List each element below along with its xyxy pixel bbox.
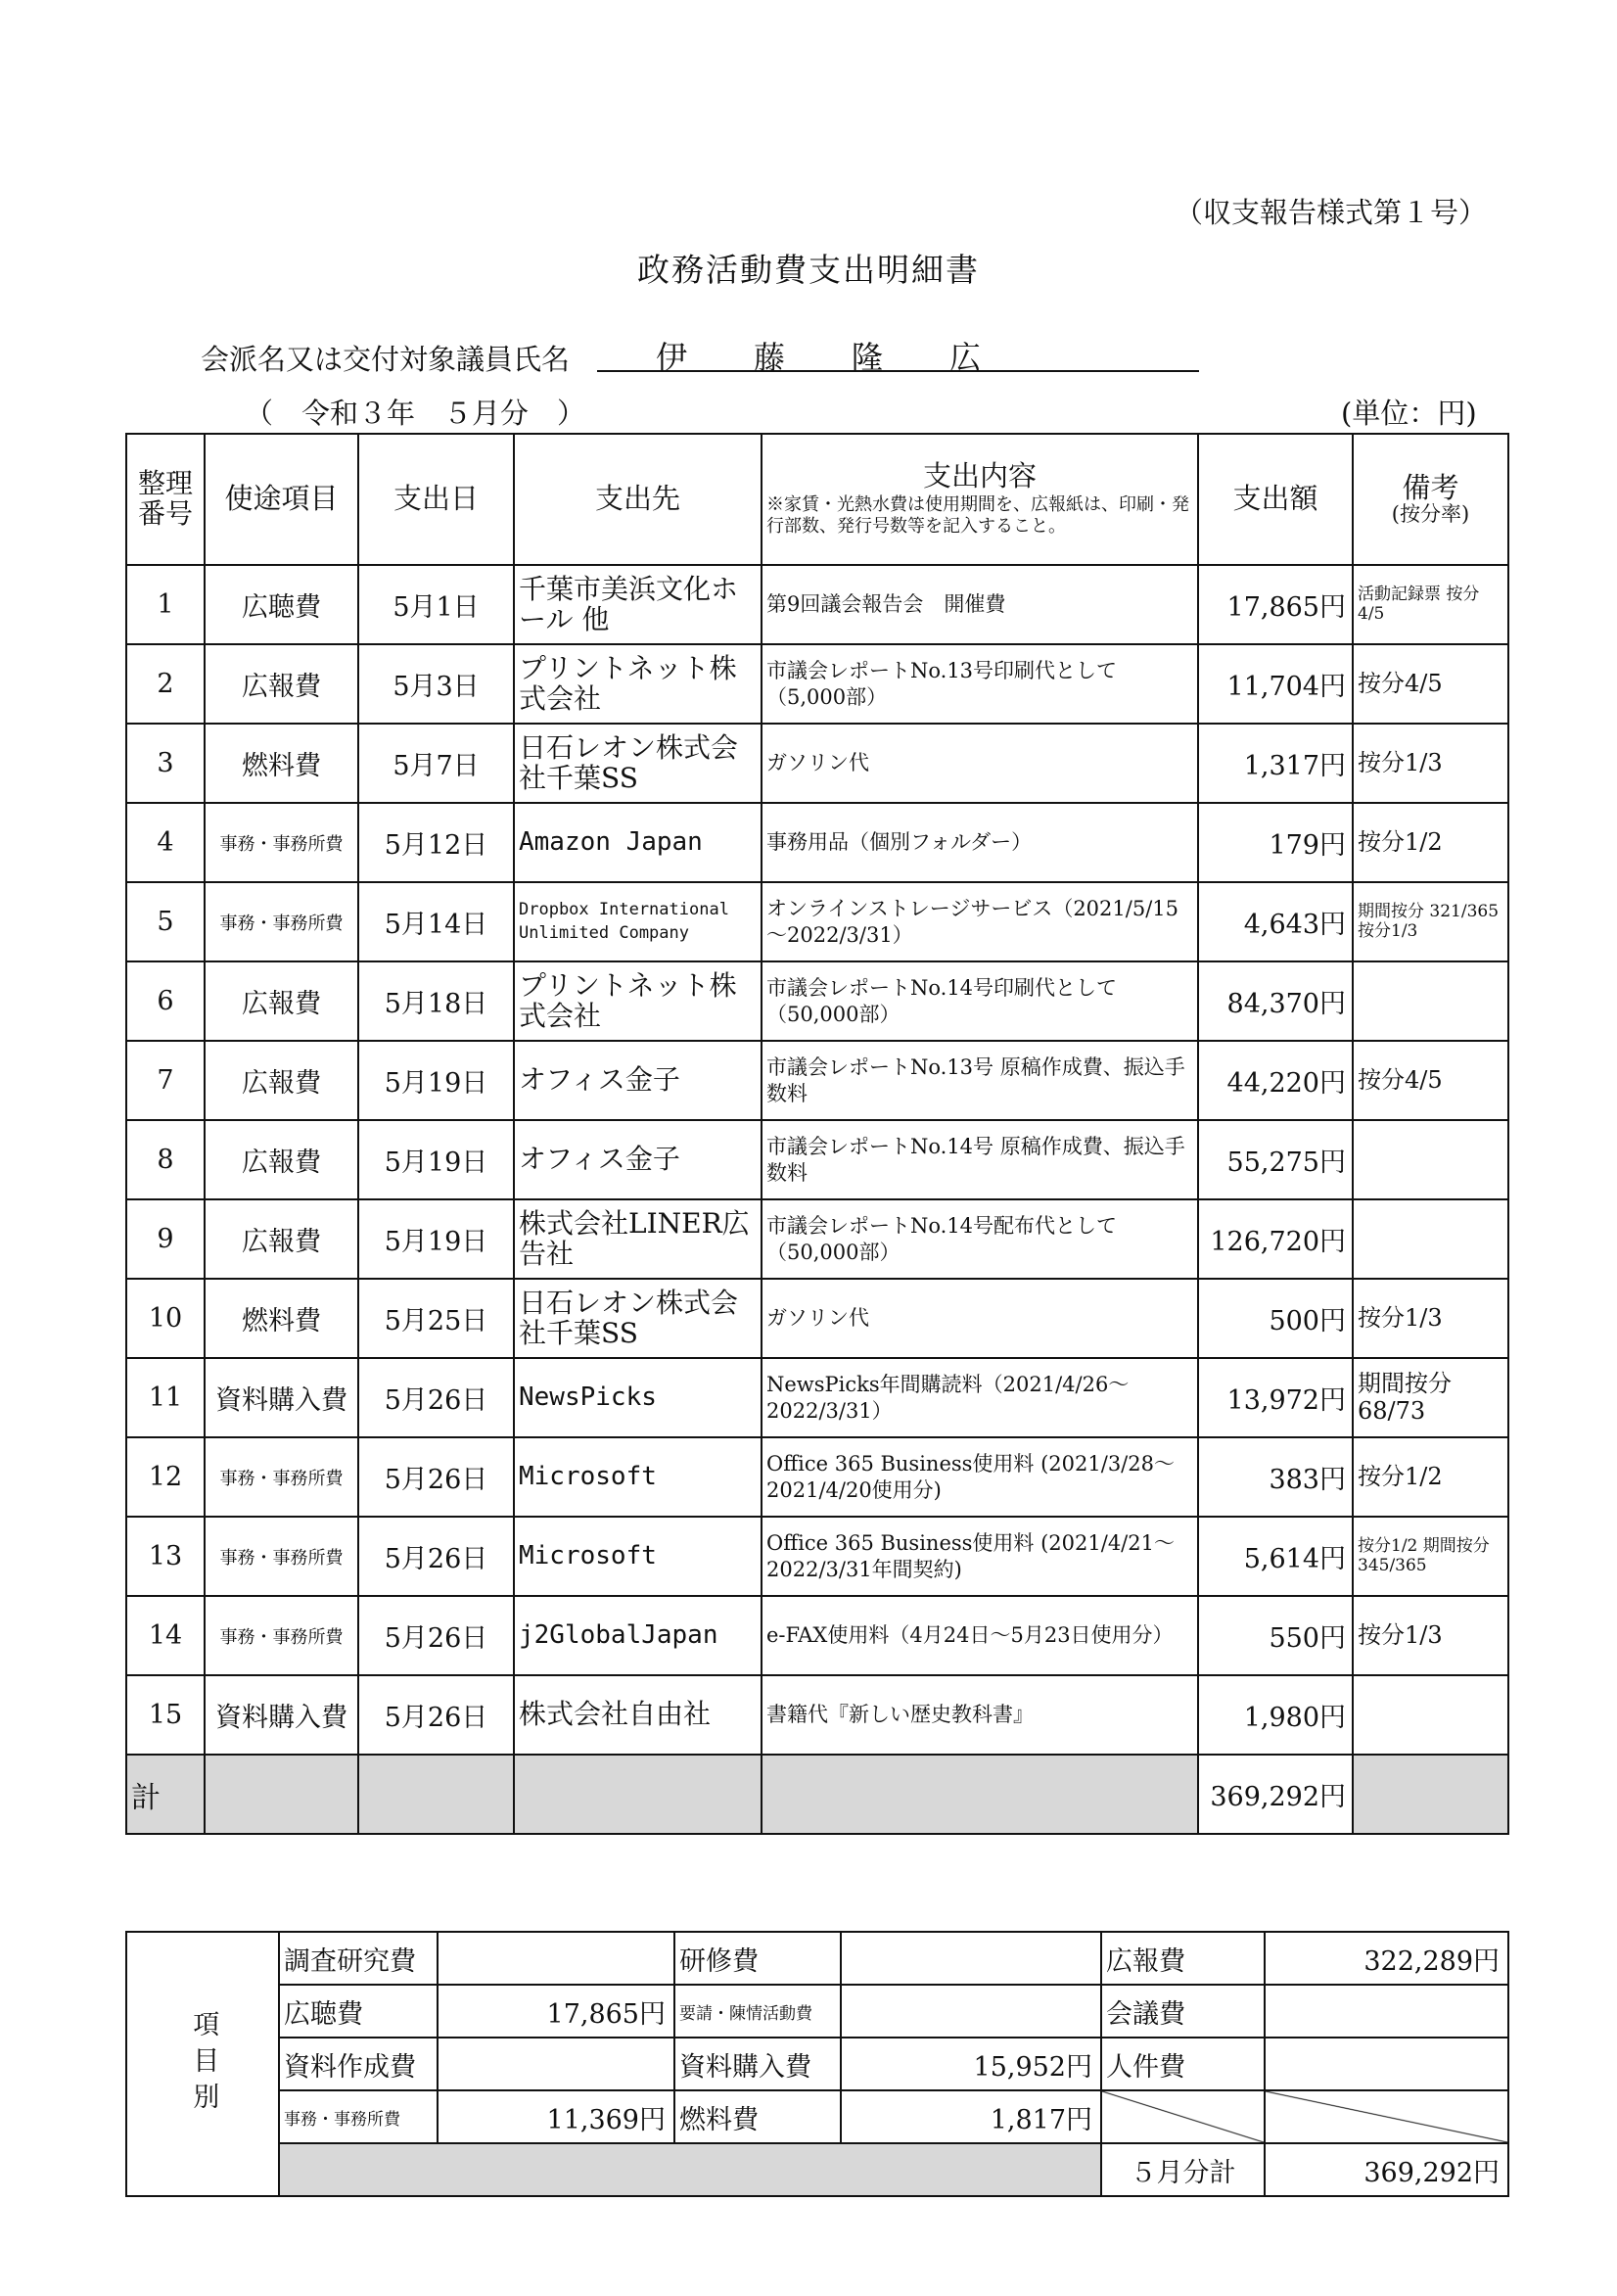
total-blank (205, 1755, 358, 1834)
row-number: 1 (126, 565, 205, 644)
staff-value (1265, 2038, 1508, 2090)
fuel-value: 1,817円 (841, 2090, 1101, 2143)
header-no: 整理番号 (126, 434, 205, 565)
row-number: 4 (126, 803, 205, 882)
table-row (126, 1517, 1508, 1596)
row-content: 市議会レポートNo.13号印刷代として（5,000部） (762, 644, 1198, 724)
row-content: 市議会レポートNo.13号 原稿作成費、振込手数料 (762, 1041, 1198, 1120)
row-content: Office 365 Business使用料 (2021/4/21～2022/3/31年間契約) (762, 1517, 1198, 1596)
row-date: 5月1日 (358, 565, 514, 644)
row-remarks: 期間按分 68/73 (1353, 1358, 1508, 1437)
row-number: 11 (126, 1358, 205, 1437)
blank-diagonal-cell (1101, 2090, 1265, 2143)
row-category: 広報費 (205, 1041, 358, 1120)
row-number: 7 (126, 1041, 205, 1120)
row-amount: 1,980円 (1198, 1675, 1353, 1755)
header-amount: 支出額 (1198, 434, 1353, 565)
row-remarks: 按分1/2 期間按分 345/365 (1353, 1517, 1508, 1596)
document-title: 政務活動費支出明細書 (637, 251, 980, 289)
row-payee: 千葉市美浜文化ホール 他 (514, 565, 762, 644)
row-content: e-FAX使用料（4月24日～5月23日使用分） (762, 1596, 1198, 1675)
row-amount: 5,614円 (1198, 1517, 1353, 1596)
row-payee: オフィス金子 (514, 1120, 762, 1199)
shaded-blank (279, 2143, 1101, 2196)
blank-diagonal-cell (1265, 2090, 1508, 2143)
unit-label: (単位：円) (1341, 397, 1477, 430)
row-category: 事務・事務所費 (205, 803, 358, 882)
row-payee: j2GlobalJapan (514, 1596, 762, 1675)
header-content-note: ※家賃・光熱水費は使用期間を、広報紙は、印刷・発行部数、発行号数等を記入すること。 (766, 494, 1189, 537)
research-value (438, 1932, 674, 1985)
row-category: 広聴費 (205, 565, 358, 644)
header-content (762, 434, 1198, 565)
row-amount: 550円 (1198, 1596, 1353, 1675)
row-date: 5月25日 (358, 1279, 514, 1358)
table-row (126, 565, 1508, 644)
row-amount: 11,704円 (1198, 644, 1353, 724)
row-payee: プリントネット株式会社 (514, 644, 762, 724)
row-remarks (1353, 1675, 1508, 1755)
total-blank (762, 1755, 1198, 1834)
row-date: 5月3日 (358, 644, 514, 724)
office-value: 11,369円 (438, 2090, 674, 2143)
total-blank (1353, 1755, 1508, 1834)
row-amount: 4,643円 (1198, 882, 1353, 961)
row-payee: 日石レオン株式会社千葉SS (514, 1279, 762, 1358)
row-content: 市議会レポートNo.14号 原稿作成費、振込手数料 (762, 1120, 1198, 1199)
header-remarks-sub: (按分率) (1391, 502, 1470, 527)
meeting-label: 会議費 (1101, 1985, 1265, 2038)
row-category: 広報費 (205, 1199, 358, 1279)
row-number: 5 (126, 882, 205, 961)
row-remarks (1353, 1199, 1508, 1279)
row-payee: 株式会社自由社 (514, 1675, 762, 1755)
row-number: 8 (126, 1120, 205, 1199)
total-row (126, 1755, 1508, 1834)
row-category: 広報費 (205, 644, 358, 724)
row-category: 広報費 (205, 1120, 358, 1199)
header-remarks-title: 備考 (1402, 470, 1459, 504)
docmake-value (438, 2038, 674, 2090)
row-date: 5月19日 (358, 1199, 514, 1279)
petition-value (841, 1985, 1101, 2038)
row-remarks (1353, 1120, 1508, 1199)
fuel-label: 燃料費 (674, 2090, 841, 2143)
row-payee: Microsoft (514, 1517, 762, 1596)
row-amount: 1,317円 (1198, 724, 1353, 803)
expense-table (125, 433, 1509, 1835)
row-payee: Amazon Japan (514, 803, 762, 882)
row-number: 14 (126, 1596, 205, 1675)
header-payee: 支出先 (514, 434, 762, 565)
row-date: 5月26日 (358, 1437, 514, 1517)
row-remarks: 按分4/5 (1353, 644, 1508, 724)
row-content: ガソリン代 (762, 724, 1198, 803)
table-row (126, 961, 1508, 1041)
row-content: NewsPicks年間購読料（2021/4/26～2022/3/31） (762, 1358, 1198, 1437)
month-total-value: 369,292円 (1265, 2143, 1508, 2196)
row-amount: 44,220円 (1198, 1041, 1353, 1120)
header-remarks (1353, 434, 1508, 565)
row-category: 事務・事務所費 (205, 1437, 358, 1517)
row-date: 5月12日 (358, 803, 514, 882)
row-payee: NewsPicks (514, 1358, 762, 1437)
row-amount: 84,370円 (1198, 961, 1353, 1041)
docbuy-label: 資料購入費 (674, 2038, 841, 2090)
row-date: 5月18日 (358, 961, 514, 1041)
total-blank (358, 1755, 514, 1834)
row-content: オンラインストレージサービス（2021/5/15～2022/3/31） (762, 882, 1198, 961)
summary-row (126, 2038, 1508, 2090)
staff-label: 人件費 (1101, 2038, 1265, 2090)
row-remarks: 按分4/5 (1353, 1041, 1508, 1120)
row-remarks: 期間按分 321/365 按分1/3 (1353, 882, 1508, 961)
header-category: 使途項目 (205, 434, 358, 565)
row-number: 2 (126, 644, 205, 724)
expense-rows (126, 565, 1508, 1755)
training-value (841, 1932, 1101, 1985)
row-remarks: 按分1/3 (1353, 724, 1508, 803)
row-number: 9 (126, 1199, 205, 1279)
docbuy-value: 15,952円 (841, 2038, 1101, 2090)
row-date: 5月26日 (358, 1358, 514, 1437)
total-amount: 369,292円 (1198, 1755, 1353, 1834)
row-number: 6 (126, 961, 205, 1041)
table-row (126, 882, 1508, 961)
summary-side-label: 項目別 (126, 1932, 279, 2196)
row-amount: 383円 (1198, 1437, 1353, 1517)
summary-row (126, 2090, 1508, 2143)
header-content-title: 支出内容 (922, 459, 1037, 493)
row-content: 第9回議会報告会 開催費 (762, 565, 1198, 644)
header-date: 支出日 (358, 434, 514, 565)
row-amount: 55,275円 (1198, 1120, 1353, 1199)
row-amount: 13,972円 (1198, 1358, 1353, 1437)
table-row (126, 724, 1508, 803)
hearing-label: 広聴費 (279, 1985, 438, 2038)
row-content: 市議会レポートNo.14号印刷代として（50,000部） (762, 961, 1198, 1041)
hearing-value: 17,865円 (438, 1985, 674, 2038)
row-category: 燃料費 (205, 1279, 358, 1358)
row-number: 12 (126, 1437, 205, 1517)
row-category: 資料購入費 (205, 1675, 358, 1755)
row-payee: Dropbox International Unlimited Company (514, 882, 762, 961)
petition-label: 要請・陳情活動費 (674, 1985, 841, 2038)
table-row (126, 1437, 1508, 1517)
row-number: 15 (126, 1675, 205, 1755)
row-category: 資料購入費 (205, 1358, 358, 1437)
pr-value: 322,289円 (1265, 1932, 1508, 1985)
row-remarks: 按分1/3 (1353, 1596, 1508, 1675)
row-content: 書籍代『新しい歴史教科書』 (762, 1675, 1198, 1755)
row-remarks: 按分1/2 (1353, 1437, 1508, 1517)
row-date: 5月26日 (358, 1596, 514, 1675)
row-content: ガソリン代 (762, 1279, 1198, 1358)
row-category: 事務・事務所費 (205, 1596, 358, 1675)
row-number: 10 (126, 1279, 205, 1358)
table-row (126, 1041, 1508, 1120)
summary-row (126, 1932, 1508, 1985)
member-name: 伊藤隆広 (597, 333, 1199, 372)
row-category: 事務・事務所費 (205, 882, 358, 961)
summary-row (126, 1985, 1508, 2038)
row-remarks: 按分1/2 (1353, 803, 1508, 882)
form-number: （収支報告様式第１号） (1175, 196, 1488, 229)
table-row (126, 644, 1508, 724)
training-label: 研修費 (674, 1932, 841, 1985)
summary-row (126, 2143, 1508, 2196)
row-remarks: 按分1/3 (1353, 1279, 1508, 1358)
member-label: 会派名又は交付対象議員氏名 (201, 343, 571, 376)
row-content: Office 365 Business使用料 (2021/3/28～2021/4/20使用分) (762, 1437, 1198, 1517)
row-content: 市議会レポートNo.14号配布代として（50,000部） (762, 1199, 1198, 1279)
row-payee: プリントネット株式会社 (514, 961, 762, 1041)
table-row (126, 1596, 1508, 1675)
total-label: 計 (126, 1755, 205, 1834)
row-content: 事務用品（個別フォルダー） (762, 803, 1198, 882)
table-header-row (126, 434, 1508, 565)
row-date: 5月19日 (358, 1041, 514, 1120)
row-payee: オフィス金子 (514, 1041, 762, 1120)
row-amount: 179円 (1198, 803, 1353, 882)
table-row (126, 1120, 1508, 1199)
meeting-value (1265, 1985, 1508, 2038)
row-category: 事務・事務所費 (205, 1517, 358, 1596)
row-amount: 126,720円 (1198, 1199, 1353, 1279)
row-payee: Microsoft (514, 1437, 762, 1517)
row-amount: 17,865円 (1198, 565, 1353, 644)
row-date: 5月14日 (358, 882, 514, 961)
row-remarks: 活動記録票 按分4/5 (1353, 565, 1508, 644)
row-remarks (1353, 961, 1508, 1041)
office-label: 事務・事務所費 (279, 2090, 438, 2143)
row-payee: 株式会社LINER広告社 (514, 1199, 762, 1279)
row-date: 5月7日 (358, 724, 514, 803)
row-payee: 日石レオン株式会社千葉SS (514, 724, 762, 803)
table-row (126, 1675, 1508, 1755)
row-date: 5月26日 (358, 1517, 514, 1596)
summary-table (125, 1931, 1509, 2197)
table-row (126, 1199, 1508, 1279)
table-row (126, 803, 1508, 882)
table-row (126, 1358, 1508, 1437)
row-number: 3 (126, 724, 205, 803)
row-category: 燃料費 (205, 724, 358, 803)
docmake-label: 資料作成費 (279, 2038, 438, 2090)
row-date: 5月19日 (358, 1120, 514, 1199)
month-total-label: ５月分計 (1101, 2143, 1265, 2196)
report-period: （ 令和３年 ５月分 ） (245, 397, 586, 430)
total-blank (514, 1755, 762, 1834)
table-row (126, 1279, 1508, 1358)
pr-label: 広報費 (1101, 1932, 1265, 1985)
row-date: 5月26日 (358, 1675, 514, 1755)
research-label: 調査研究費 (279, 1932, 438, 1985)
row-amount: 500円 (1198, 1279, 1353, 1358)
row-category: 広報費 (205, 961, 358, 1041)
row-number: 13 (126, 1517, 205, 1596)
